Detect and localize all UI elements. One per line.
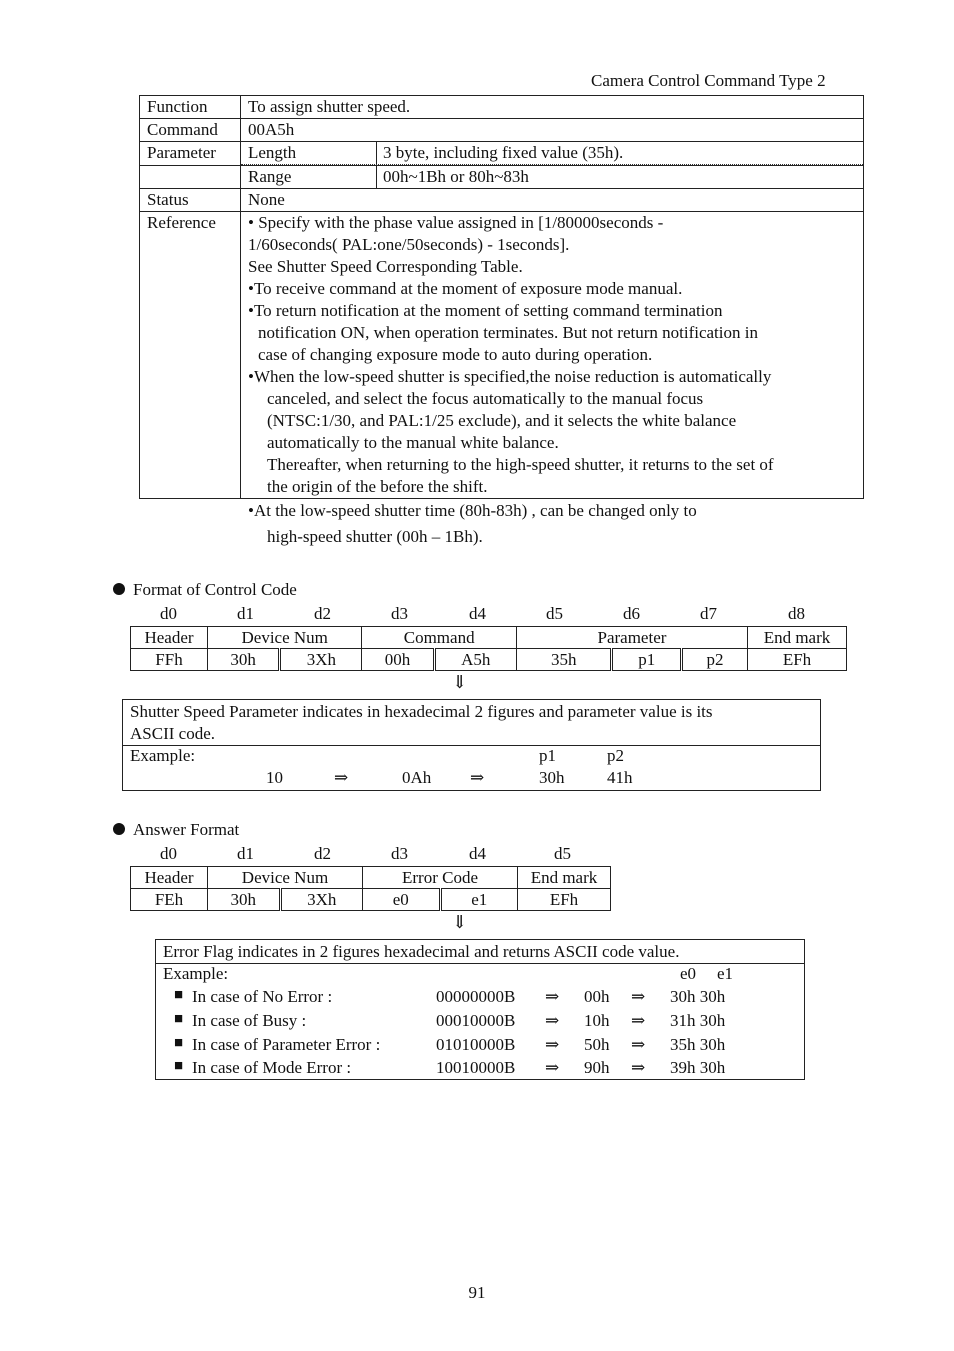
col-header: d5 [554,844,571,863]
bullet-icon [113,823,125,835]
col-header: d3 [391,604,408,623]
col-header: d1 [237,604,254,623]
group-end-mark: End mark [518,867,611,889]
value-cell: 35h [516,649,612,671]
col-header: d8 [788,604,805,623]
group-header: Header [131,867,208,889]
square-bullet-icon: ■ [174,987,184,1003]
case-ascii: 31h 30h [670,1011,726,1030]
command-spec-table [139,95,864,499]
parameter-cell [241,142,864,166]
range-value: 00h~1Bh or 80h~83h [383,167,529,186]
case-binary: 01010000B [436,1035,516,1054]
reference-line: See Shutter Speed Corresponding Table. [248,257,523,276]
example-ascii-1: 30h [539,768,565,787]
case-hex: 00h [584,987,610,1006]
value-cell: e0 [363,889,441,911]
right-arrow-icon: ⇒ [545,1011,560,1030]
reference-line: case of changing exposure mode to auto during operation. [258,345,653,364]
example-label: Example: [163,964,229,983]
e1-header: e1 [717,964,734,983]
reference-text [241,212,864,499]
square-bullet-icon: ■ [174,1035,184,1051]
down-arrow-icon: ⇓ [452,912,468,932]
control-format-title: Format of Control Code [133,580,297,599]
case-label: In case of Busy : [192,1011,307,1030]
page-number: 91 [468,1283,486,1302]
divider [123,745,820,746]
example-label: Example: [130,746,196,765]
case-hex: 10h [584,1011,610,1030]
col-header: d2 [314,604,331,623]
right-arrow-icon: ⇒ [631,1035,646,1054]
length-value: 3 byte, including fixed value (35h). [383,143,624,162]
right-arrow-icon: ⇒ [631,1011,646,1030]
square-bullet-icon: ■ [174,1011,184,1027]
right-arrow-icon: ⇒ [334,768,349,787]
control-code-table [130,626,847,671]
value-cell: 00h [362,649,434,671]
col-header: d3 [391,844,408,863]
reference-line: •To return notification at the moment of setting command termination [248,301,723,320]
reference-line: automatically to the manual white balance. [267,433,559,452]
shutter-param-desc: Shutter Speed Parameter indicates in hexadecimal 2 figures and parameter value is its [130,702,713,721]
right-arrow-icon: ⇒ [631,1058,646,1077]
answer-format-table [130,866,611,911]
shutter-param-desc-2: ASCII code. [130,724,215,743]
value-cell: 3Xh [280,889,363,911]
answer-format-heading [113,820,239,840]
function-value: To assign shutter speed. [241,96,864,119]
length-label: Length [248,142,377,164]
reference-line: •To receive command at the moment of exposure mode manual. [248,279,683,298]
case-hex: 90h [584,1058,610,1077]
right-arrow-icon: ⇒ [631,987,646,1006]
parameter-label: Parameter [140,142,241,166]
right-arrow-icon: ⇒ [545,987,560,1006]
col-header: d6 [623,604,640,623]
reference-line: (NTSC:1/30, and PAL:1/25 exclude), and it selects the white balance [267,411,737,430]
range-label: Range [248,166,377,188]
status-label: Status [140,189,241,212]
command-label: Command [140,119,241,142]
example-hex: 0Ah [402,768,432,787]
reference-label: Reference [140,212,241,499]
answer-format-title: Answer Format [133,820,240,839]
value-cell: EFh [748,649,847,671]
case-binary: 00000000B [436,987,516,1006]
value-cell: FFh [131,649,208,671]
example-p1: p1 [539,746,556,765]
value-cell: A5h [434,649,516,671]
command-value: 00A5h [241,119,864,142]
right-arrow-icon: ⇒ [470,768,485,787]
col-header: d4 [469,844,486,863]
note-line: •At the low-speed shutter time (80h-83h) , can be changed only to [248,501,697,520]
case-label: In case of Parameter Error : [192,1035,381,1054]
range-cell [241,166,864,189]
reference-line: • Specify with the phase value assigned in [1/80000seconds - [248,213,664,232]
group-parameter: Parameter [516,627,747,649]
reference-line: the origin of the before the shift. [267,477,488,496]
case-hex: 50h [584,1035,610,1054]
col-header: d2 [314,844,331,863]
case-ascii: 30h 30h [670,987,726,1006]
square-bullet-icon: ■ [174,1058,184,1074]
shutter-param-box [122,699,821,791]
reference-line: canceled, and select the focus automatically to the manual focus [267,389,704,408]
col-header: d1 [237,844,254,863]
status-value: None [241,189,864,212]
control-format-heading [113,580,297,600]
value-cell: EFh [518,889,611,911]
example-ascii-2: 41h [607,768,633,787]
group-header: Header [131,627,208,649]
note-line: high-speed shutter (00h – 1Bh). [267,527,483,546]
group-error-code: Error Code [363,867,518,889]
parameter-label-cont [140,166,241,189]
group-device-num: Device Num [208,867,363,889]
col-header: d0 [160,604,177,623]
group-device-num: Device Num [208,627,362,649]
reference-line: Thereafter, when returning to the high-speed shutter, it returns to the set of [267,455,774,474]
example-p2: p2 [607,746,624,765]
error-flag-box [155,939,805,1080]
col-header: d7 [700,604,717,623]
col-header: d5 [546,604,563,623]
error-flag-desc: Error Flag indicates in 2 figures hexadecimal and returns ASCII code value. [163,942,680,961]
e0-header: e0 [680,964,697,983]
reference-line: notification ON, when operation terminates. But not return notification in [258,323,758,342]
group-command: Command [362,627,517,649]
value-cell: 30h [208,649,280,671]
group-end-mark: End mark [748,627,847,649]
case-binary: 00010000B [436,1011,516,1030]
value-cell: p2 [681,649,747,671]
col-header: d4 [469,604,486,623]
reference-line: •When the low-speed shutter is specified,the noise reduction is automatically [248,367,772,386]
function-label: Function [140,96,241,119]
value-cell: FEh [131,889,208,911]
value-cell: p1 [612,649,681,671]
case-binary: 10010000B [436,1058,516,1077]
value-cell: 3Xh [280,649,362,671]
case-ascii: 39h 30h [670,1058,726,1077]
value-cell: e1 [440,889,518,911]
col-header: d0 [160,844,177,863]
value-cell: 30h [208,889,281,911]
down-arrow-icon: ⇓ [452,672,468,692]
right-arrow-icon: ⇒ [545,1035,560,1054]
reference-line: 1/60seconds( PAL:one/50seconds) - 1seconds]. [248,235,570,254]
case-label: In case of Mode Error : [192,1058,352,1077]
page-header: Camera Control Command Type 2 [591,71,826,90]
case-ascii: 35h 30h [670,1035,726,1054]
right-arrow-icon: ⇒ [545,1058,560,1077]
divider [156,963,804,964]
bullet-icon [113,583,125,595]
case-label: In case of No Error : [192,987,333,1006]
example-decimal: 10 [266,768,283,787]
